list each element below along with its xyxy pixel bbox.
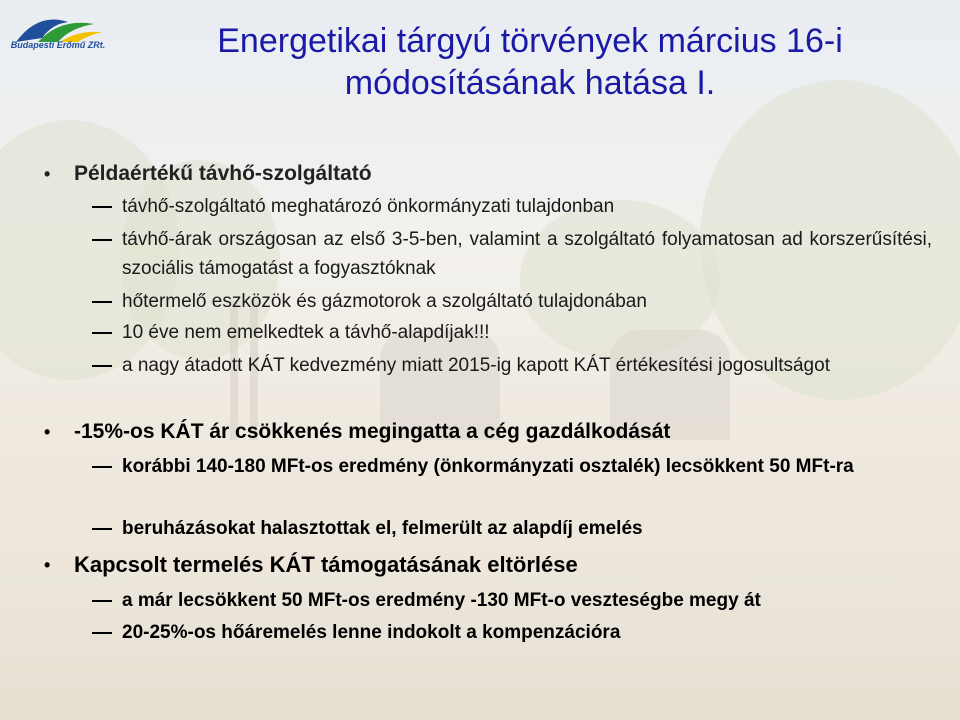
- dash-marker: [92, 528, 112, 530]
- dash-marker: [92, 206, 112, 208]
- dash-marker: [92, 600, 112, 602]
- sub-bullet-text: korábbi 140-180 MFt-os eredmény (önkormányzati osztalék) lecsökkent 50 MFt-ra: [122, 456, 854, 477]
- bullet-heading: Példaértékű távhő-szolgáltató: [74, 162, 372, 185]
- dash-marker: [92, 301, 112, 303]
- bullet-dot: •: [44, 422, 51, 442]
- dash-marker: [92, 239, 112, 241]
- bullet-dot: •: [44, 164, 51, 184]
- dash-marker: [92, 365, 112, 367]
- dash-marker: [92, 332, 112, 334]
- bullet-heading: Kapcsolt termelés KÁT támogatásának eltörlése: [74, 552, 578, 577]
- title-line-2: módosításának hatása I.: [344, 64, 716, 102]
- sub-bullet-text: a nagy átadott KÁT kedvezmény miatt 2015-ig kapott KÁT értékesítési jogosultságot: [122, 355, 830, 376]
- dash-marker: [92, 466, 112, 468]
- sub-bullet-text: hőtermelő eszközök és gázmotorok a szolgáltató tulajdonában: [122, 291, 647, 312]
- sub-bullet-text: 10 éve nem emelkedtek a távhő-alapdíjak!!!: [122, 322, 490, 343]
- bullet-dot: •: [44, 555, 51, 575]
- logo-text: Budapesti Erőmű ZRt.: [10, 40, 106, 50]
- sub-bullet-text: a már lecsökkent 50 MFt-os eredmény -130 MFt-o veszteségbe megy át: [122, 590, 761, 611]
- sub-bullet-text: beruházásokat halasztottak el, felmerült az alapdíj emelés: [122, 518, 643, 539]
- bullet-heading: -15%-os KÁT ár csökkenés megingatta a cég gazdálkodását: [74, 420, 671, 443]
- sub-bullet-text: távhő-szolgáltató meghatározó önkormányzati tulajdonban: [122, 196, 615, 217]
- dash-marker: [92, 632, 112, 634]
- sub-bullet-text: 20-25%-os hőáremelés lenne indokolt a kompenzációra: [122, 622, 621, 643]
- sub-bullet-text: távhő-árak országosan az első 3-5-ben, valamint a szolgáltató folyamatosan ad korszerűsítési, szociális támogatást a fogyasztóknak: [122, 229, 932, 279]
- title-line-1: Energetikai tárgyú törvények március 16-i: [217, 22, 843, 60]
